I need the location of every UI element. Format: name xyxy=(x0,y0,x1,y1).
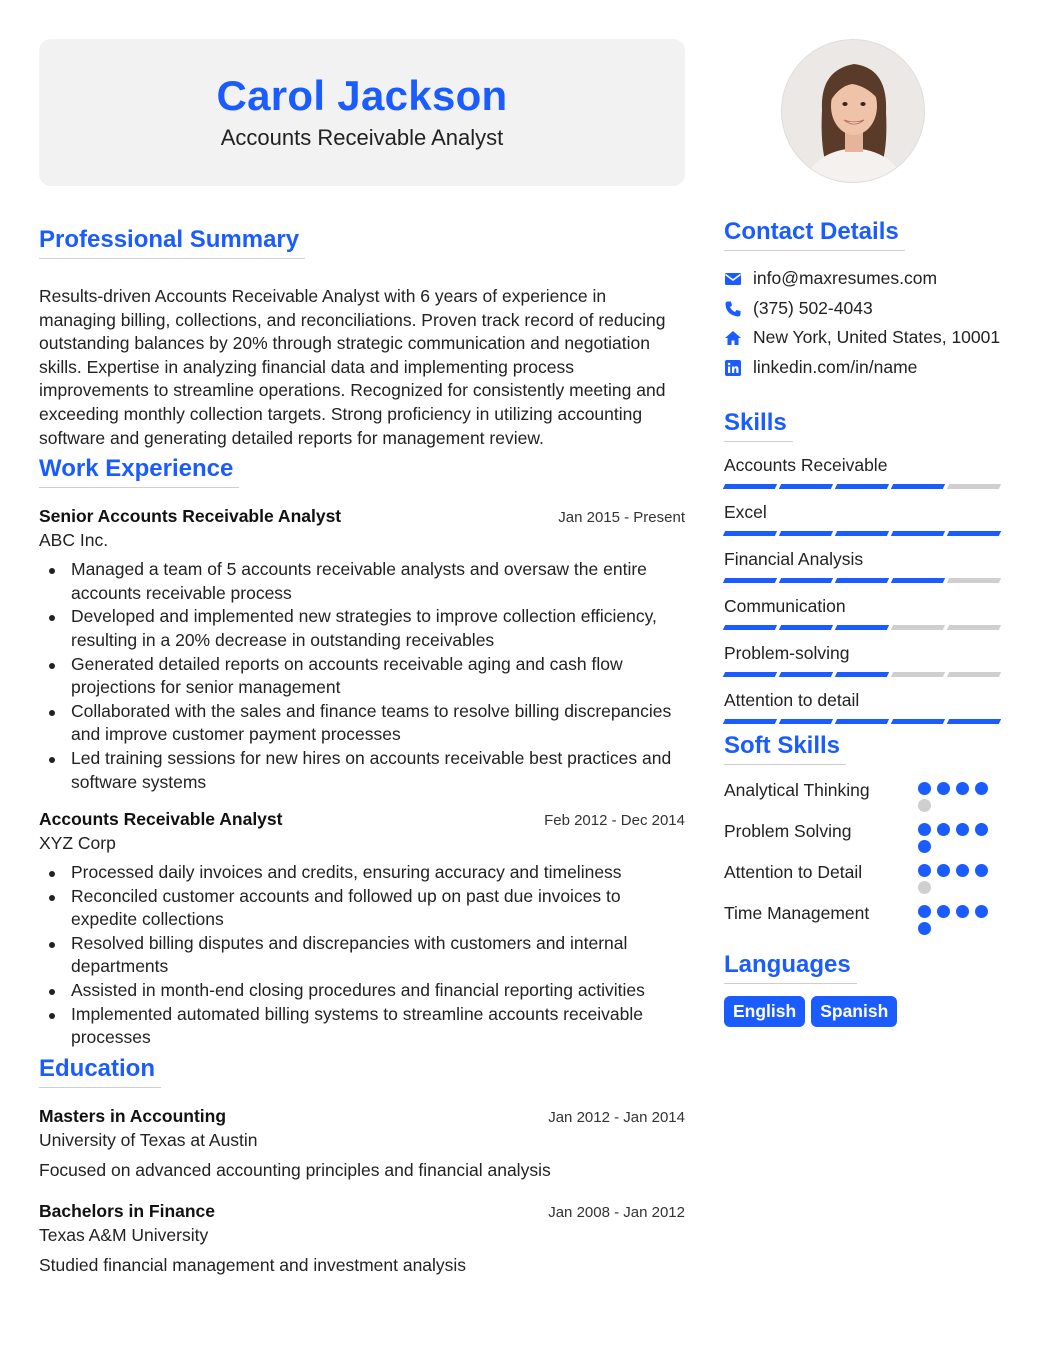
rating-dot xyxy=(918,864,931,877)
soft-skills-title: Soft Skills xyxy=(724,732,846,765)
skill-level-segment xyxy=(947,625,1001,630)
experience-section xyxy=(39,455,685,1050)
skill-level-segment xyxy=(723,625,777,630)
education-description: Studied financial management and investment analysis xyxy=(39,1254,467,1275)
skill-level-segment xyxy=(835,531,889,536)
contact-list xyxy=(724,267,1004,379)
rating-dot xyxy=(918,823,931,836)
job-company: XYZ Corp xyxy=(39,833,116,854)
degree: Bachelors in Finance xyxy=(39,1200,216,1221)
contact-linkedin xyxy=(724,356,1004,380)
skill-level-segment xyxy=(947,719,1001,724)
rating-dot xyxy=(956,782,969,795)
skill-name: Communication xyxy=(724,596,846,617)
sidebar-column xyxy=(724,39,1004,1027)
job-title: Accounts Receivable Analyst xyxy=(39,809,283,830)
job-bullets xyxy=(39,558,685,794)
skill-level-segment xyxy=(723,719,777,724)
job-bullet: Developed and implemented new strategies to improve collection efficiency, resulting in a 20% decrease in outstanding receivables xyxy=(39,605,685,652)
education-entry xyxy=(39,1201,685,1276)
soft-skill-name: Time Management xyxy=(724,903,870,924)
rating-dot xyxy=(975,823,988,836)
linkedin-icon xyxy=(724,359,742,377)
contact-title: Contact Details xyxy=(724,218,905,251)
rating-dot xyxy=(918,881,931,894)
school: University of Texas at Austin xyxy=(39,1129,258,1150)
education-description: Focused on advanced accounting principles and financial analysis xyxy=(39,1159,551,1180)
language-badge: Spanish xyxy=(811,996,897,1027)
candidate-role: Accounts Receivable Analyst xyxy=(220,125,504,150)
job-bullet: Generated detailed reports on accounts receivable aging and cash flow projections for senior management xyxy=(39,653,685,700)
soft-skills-list xyxy=(724,779,1004,935)
rating-dot xyxy=(956,823,969,836)
skill-level-segment xyxy=(835,719,889,724)
job-bullet: Resolved billing disputes and discrepancies with customers and internal departments xyxy=(39,932,685,979)
skill-name: Accounts Receivable xyxy=(724,455,888,476)
rating-dot xyxy=(918,922,931,935)
skill-level-segment xyxy=(891,672,945,677)
skill-name: Attention to detail xyxy=(724,690,860,711)
job-entry xyxy=(39,809,685,1050)
rating-dot xyxy=(918,799,931,812)
rating-dot xyxy=(918,840,931,853)
soft-skill-rating xyxy=(918,779,1004,812)
soft-skill-item xyxy=(724,902,1004,935)
skill-level-segment xyxy=(779,578,833,583)
education-entry xyxy=(39,1106,685,1181)
skills-section xyxy=(724,409,1004,724)
skill-level-segment xyxy=(835,484,889,489)
skill-level-segment xyxy=(947,484,1001,489)
soft-skill-name: Problem Solving xyxy=(724,821,852,842)
rating-dot xyxy=(956,864,969,877)
skill-level-bar xyxy=(724,672,1004,677)
skill-level-segment xyxy=(723,672,777,677)
skill-level-segment xyxy=(779,672,833,677)
skill-level-segment xyxy=(835,672,889,677)
skill-item xyxy=(724,595,1004,630)
skills-list xyxy=(724,454,1004,724)
rating-dot xyxy=(918,782,931,795)
job-date: Jan 2015 - Present xyxy=(558,509,685,527)
phone-number[interactable]: (375) 502-4043 xyxy=(753,297,873,318)
skill-level-segment xyxy=(723,578,777,583)
skill-level-segment xyxy=(947,531,1001,536)
skill-level-bar xyxy=(724,578,1004,583)
rating-dot xyxy=(956,905,969,918)
rating-dot xyxy=(937,823,950,836)
skill-level-segment xyxy=(779,625,833,630)
skill-level-bar xyxy=(724,484,1004,489)
rating-dot xyxy=(975,782,988,795)
education-date: Jan 2012 - Jan 2014 xyxy=(548,1108,685,1126)
skill-level-segment xyxy=(891,578,945,583)
job-bullets xyxy=(39,861,685,1050)
job-bullet: Implemented automated billing systems to streamline accounts receivable processes xyxy=(39,1003,685,1050)
skill-level-segment xyxy=(779,531,833,536)
language-badge: English xyxy=(724,996,805,1027)
email-link[interactable]: info@maxresumes.com xyxy=(753,268,938,288)
education-title: Education xyxy=(39,1055,161,1088)
portrait-illustration xyxy=(782,40,925,183)
job-bullet: Assisted in month-end closing procedures and financial reporting activities xyxy=(39,979,685,1003)
contact-email xyxy=(724,267,1004,291)
linkedin-link[interactable]: linkedin.com/in/name xyxy=(753,356,918,377)
languages-list xyxy=(724,996,1004,1027)
skill-name: Financial Analysis xyxy=(724,549,864,570)
languages-section xyxy=(724,951,1004,1027)
skill-level-segment xyxy=(779,484,833,489)
rating-dot xyxy=(975,864,988,877)
degree: Masters in Accounting xyxy=(39,1105,227,1126)
skill-level-bar xyxy=(724,719,1004,724)
school: Texas A&M University xyxy=(39,1224,209,1245)
main-column xyxy=(39,39,685,1276)
summary-text: Results-driven Accounts Receivable Analyst with 6 years of experience in managing billing, collections, and reconciliations. Proven track record of reducing outstanding balances by 20% through strategic communication and negotiation skills. Expertise in analyzing financial data and implementing process improvements to streamline operations. Recognized for consistently meeting and exceeding monthly collection targets. Strong proficiency in utilizing accounting software and generating detailed reports for management review. xyxy=(39,286,666,448)
skill-level-segment xyxy=(891,625,945,630)
skill-item xyxy=(724,642,1004,677)
soft-skill-rating xyxy=(918,902,1004,935)
soft-skill-name: Analytical Thinking xyxy=(724,780,870,801)
skill-level-segment xyxy=(947,672,1001,677)
skill-item xyxy=(724,548,1004,583)
skill-level-segment xyxy=(891,484,945,489)
soft-skills-section xyxy=(724,732,1004,935)
job-bullet: Managed a team of 5 accounts receivable analysts and oversaw the entire accounts receivable process xyxy=(39,558,685,605)
skill-level-segment xyxy=(723,484,777,489)
job-title: Senior Accounts Receivable Analyst xyxy=(39,506,342,527)
job-company: ABC Inc. xyxy=(39,530,109,551)
contact-section xyxy=(724,218,1004,379)
skill-level-segment xyxy=(891,719,945,724)
address-text: New York, United States, 10001 xyxy=(753,327,1001,348)
skill-level-segment xyxy=(835,578,889,583)
job-bullet: Collaborated with the sales and finance teams to resolve billing discrepancies and improve customer payment processes xyxy=(39,700,685,747)
skill-level-segment xyxy=(723,531,777,536)
job-entry xyxy=(39,506,685,794)
skills-title: Skills xyxy=(724,409,793,442)
summary-title: Professional Summary xyxy=(39,226,305,259)
rating-dot xyxy=(937,782,950,795)
rating-dot xyxy=(975,905,988,918)
skill-name: Problem-solving xyxy=(724,643,850,664)
contact-address xyxy=(724,326,1004,350)
soft-skill-rating xyxy=(918,861,1004,894)
rating-dot xyxy=(937,905,950,918)
job-bullet: Led training sessions for new hires on accounts receivable best practices and software systems xyxy=(39,747,685,794)
resume-header xyxy=(39,39,685,186)
education-section xyxy=(39,1055,685,1276)
rating-dot xyxy=(937,864,950,877)
skill-name: Excel xyxy=(724,502,767,523)
skill-level-bar xyxy=(724,531,1004,536)
soft-skill-item xyxy=(724,820,1004,853)
skill-item xyxy=(724,689,1004,724)
soft-skill-rating xyxy=(918,820,1004,853)
education-date: Jan 2008 - Jan 2012 xyxy=(548,1203,685,1221)
experience-title: Work Experience xyxy=(39,455,239,488)
skill-level-segment xyxy=(779,719,833,724)
soft-skill-name: Attention to Detail xyxy=(724,862,863,883)
skill-level-bar xyxy=(724,625,1004,630)
contact-phone xyxy=(724,297,1004,321)
skill-item xyxy=(724,454,1004,489)
summary-section xyxy=(39,226,685,450)
candidate-name: Carol Jackson xyxy=(216,72,508,119)
skill-item xyxy=(724,501,1004,536)
skill-level-segment xyxy=(835,625,889,630)
home-icon xyxy=(724,329,742,347)
languages-title: Languages xyxy=(724,951,857,984)
job-bullet: Reconciled customer accounts and followed up on past due invoices to expedite collections xyxy=(39,885,685,932)
rating-dot xyxy=(918,905,931,918)
skill-level-segment xyxy=(947,578,1001,583)
soft-skill-item xyxy=(724,779,1004,812)
envelope-icon xyxy=(724,270,742,288)
profile-photo xyxy=(781,39,925,183)
skill-level-segment xyxy=(891,531,945,536)
phone-icon xyxy=(724,300,742,318)
soft-skill-item xyxy=(724,861,1004,894)
job-date: Feb 2012 - Dec 2014 xyxy=(544,812,685,830)
job-bullet: Processed daily invoices and credits, ensuring accuracy and timeliness xyxy=(39,861,685,885)
